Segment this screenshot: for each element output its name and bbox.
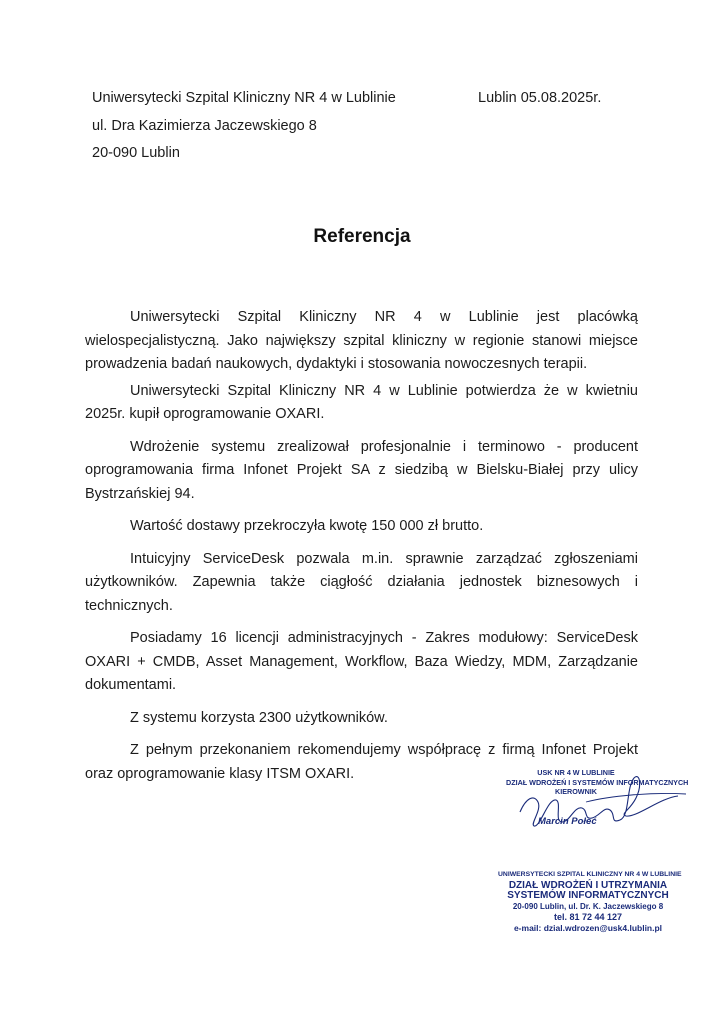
sender-address [92,85,396,168]
signature-stamp-name: Marcin Połeć [538,816,597,827]
signature-stamp [500,768,690,848]
paragraph-1: Uniwersytecki Szpital Kliniczny NR 4 w Lublinie jest placówką wielospecjalistyczną. Jako największy szpital kliniczny w regionie stanowi miejsce prowadzenia badań naukowych, dydaktyki i stosowania nowoczesnych terapii. [85,309,638,372]
letter-date: Lublin 05.08.2025r. [478,90,602,106]
department-stamp-line2: DZIAŁ WDROŻEŃ I UTRZYMANIA [508,879,668,891]
paragraph-4: Wartość dostawy przekroczyła kwotę 150 000 zł brutto. [130,518,484,534]
department-stamp [498,870,682,933]
handwritten-signature [500,768,690,848]
paragraph-2: Uniwersytecki Szpital Kliniczny NR 4 w Lublinie potwierdza że w kwietniu 2025r. kupił oprogramowanie OXARI. [85,382,638,422]
signature-stamp-line3: KIEROWNIK [555,787,597,796]
document-title: Referencja [313,226,411,247]
paragraph-3: Wdrożenie systemu zrealizował profesjonalnie i terminowo - producent oprogramowania firma Infonet Projekt SA z siedzibą w Bielsku-Białej przy ulicy Bystrzańskiej 94. [85,438,638,502]
department-stamp-line1: UNIWERSYTECKI SZPITAL KLINICZNY NR 4 W LUBLINIE [498,871,682,878]
paragraph-5: Intuicyjny ServiceDesk pozwala m.in. sprawnie zarządzać zgłoszeniami użytkowników. Zapewnia także ciągłość działania jednostek biznesowych i technicznych. [85,550,638,614]
sender-city: 20-090 Lublin [92,145,180,161]
department-stamp-line3: SYSTEMÓW INFORMATYCZNYCH [507,890,669,901]
paragraph-7: Z systemu korzysta 2300 użytkowników. [130,709,388,726]
letter-body [85,306,638,795]
paragraph-6: Posiadamy 16 licencji administracyjnych - Zakres modułowy: ServiceDesk OXARI + CMDB, Asset Management, Workflow, Baza Wiedzy, MDM, Zarządzanie dokumentami. [85,630,638,693]
department-stamp-line4: 20-090 Lublin, ul. Dr. K. Jaczewskiego 8 [512,901,664,911]
signature-stamp-line1: USK NR 4 W LUBLINIE [537,768,615,777]
paragraph-8: Z pełnym przekonaniem rekomendujemy współpracę z firmą Infonet Projekt oraz oprogramowanie klasy ITSM OXARI. [85,742,638,782]
signature-stamp-line2: DZIAŁ WDROŻEŃ I SYSTEMÓW INFORMATYCZNYCH [506,777,689,787]
sender-name: Uniwersytecki Szpital Kliniczny NR 4 w Lublinie [92,90,396,106]
department-stamp-line5: tel. 81 72 44 127 [553,912,623,922]
department-stamp-line6: e-mail: dzial.wdrozen@usk4.lublin.pl [513,922,663,933]
sender-street: ul. Dra Kazimierza Jaczewskiego 8 [92,117,317,134]
